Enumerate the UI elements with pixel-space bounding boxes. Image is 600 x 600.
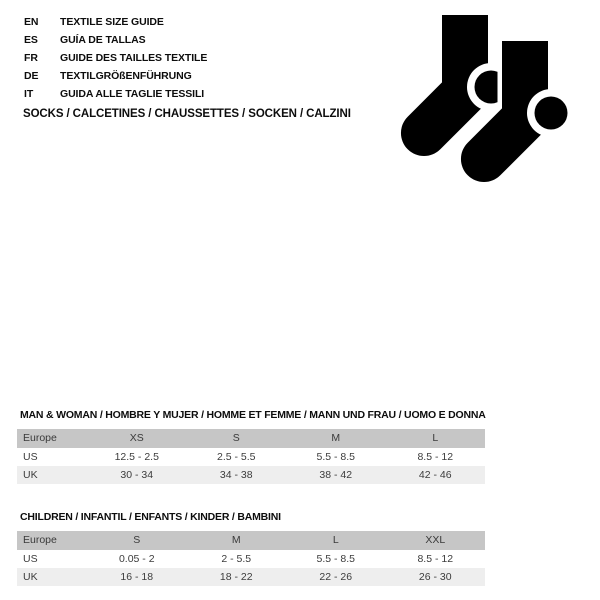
table-cell: 2.5 - 5.5 xyxy=(216,451,256,463)
language-row-it xyxy=(24,85,207,103)
table-cell: 5.5 - 8.5 xyxy=(316,553,356,565)
row-label: UK xyxy=(23,469,38,481)
column-header: L xyxy=(432,432,439,444)
socks-icon xyxy=(398,8,578,198)
table-cell: 5.5 - 8.5 xyxy=(316,451,356,463)
table-cell: 38 - 42 xyxy=(319,469,353,481)
size-table xyxy=(17,429,485,484)
table-cell: 8.5 - 12 xyxy=(417,451,454,463)
table-cell: 8.5 - 12 xyxy=(417,553,454,565)
table-cell: 18 - 22 xyxy=(219,571,253,583)
column-header: S xyxy=(232,432,240,444)
column-header: Europe xyxy=(23,534,57,546)
language-row-de xyxy=(24,67,207,85)
table-row-uk xyxy=(17,568,485,586)
table-cell: 12.5 - 2.5 xyxy=(114,451,159,463)
column-header: M xyxy=(231,534,241,546)
table-cell: 2 - 5.5 xyxy=(221,553,252,565)
language-code: DE xyxy=(24,70,39,82)
language-code: ES xyxy=(24,34,38,46)
table-row-us xyxy=(17,550,485,568)
row-label: UK xyxy=(23,571,38,583)
row-label: US xyxy=(23,553,38,565)
language-code: EN xyxy=(24,16,39,28)
table-header-row xyxy=(17,531,485,550)
language-label: GUIDE DES TAILLES TEXTILE xyxy=(60,52,208,64)
table-header-row xyxy=(17,429,485,448)
size-table-man-woman xyxy=(17,409,485,484)
table-cell: 42 - 46 xyxy=(418,469,452,481)
column-header: XS xyxy=(129,432,144,444)
language-label: GUÍA DE TALLAS xyxy=(60,34,146,46)
table-title: MAN & WOMAN / HOMBRE Y MUJER / HOMME ET FEMME / MANN UND FRAU / UOMO E DONNA xyxy=(20,409,486,421)
language-label: TEXTILE SIZE GUIDE xyxy=(60,16,164,28)
table-cell: 26 - 30 xyxy=(418,571,452,583)
column-header: M xyxy=(331,432,341,444)
size-table xyxy=(17,531,485,586)
column-header: XXL xyxy=(425,534,446,546)
language-label: GUIDA ALLE TAGLIE TESSILI xyxy=(60,88,205,100)
size-table-children xyxy=(17,511,485,586)
table-row-us xyxy=(17,448,485,466)
row-label: US xyxy=(23,451,38,463)
table-title: CHILDREN / INFANTIL / ENFANTS / KINDER / BAMBINI xyxy=(20,511,281,523)
language-row-es xyxy=(24,31,207,49)
column-header: Europe xyxy=(23,432,57,444)
language-label: TEXTILGRÖßENFÜHRUNG xyxy=(60,70,192,82)
category-title: SOCKS / CALCETINES / CHAUSSETTES / SOCKEN / CALZINI xyxy=(23,108,351,120)
table-cell: 22 - 26 xyxy=(319,571,353,583)
table-cell: 30 - 34 xyxy=(120,469,154,481)
language-code: FR xyxy=(24,52,38,64)
language-row-fr xyxy=(24,49,207,67)
column-header: S xyxy=(133,534,141,546)
language-list xyxy=(24,13,207,103)
table-cell: 16 - 18 xyxy=(120,571,154,583)
language-code: IT xyxy=(24,88,34,100)
column-header: L xyxy=(332,534,339,546)
table-cell: 34 - 38 xyxy=(219,469,253,481)
language-row-en xyxy=(24,13,207,31)
table-row-uk xyxy=(17,466,485,484)
table-cell: 0.05 - 2 xyxy=(118,553,155,565)
